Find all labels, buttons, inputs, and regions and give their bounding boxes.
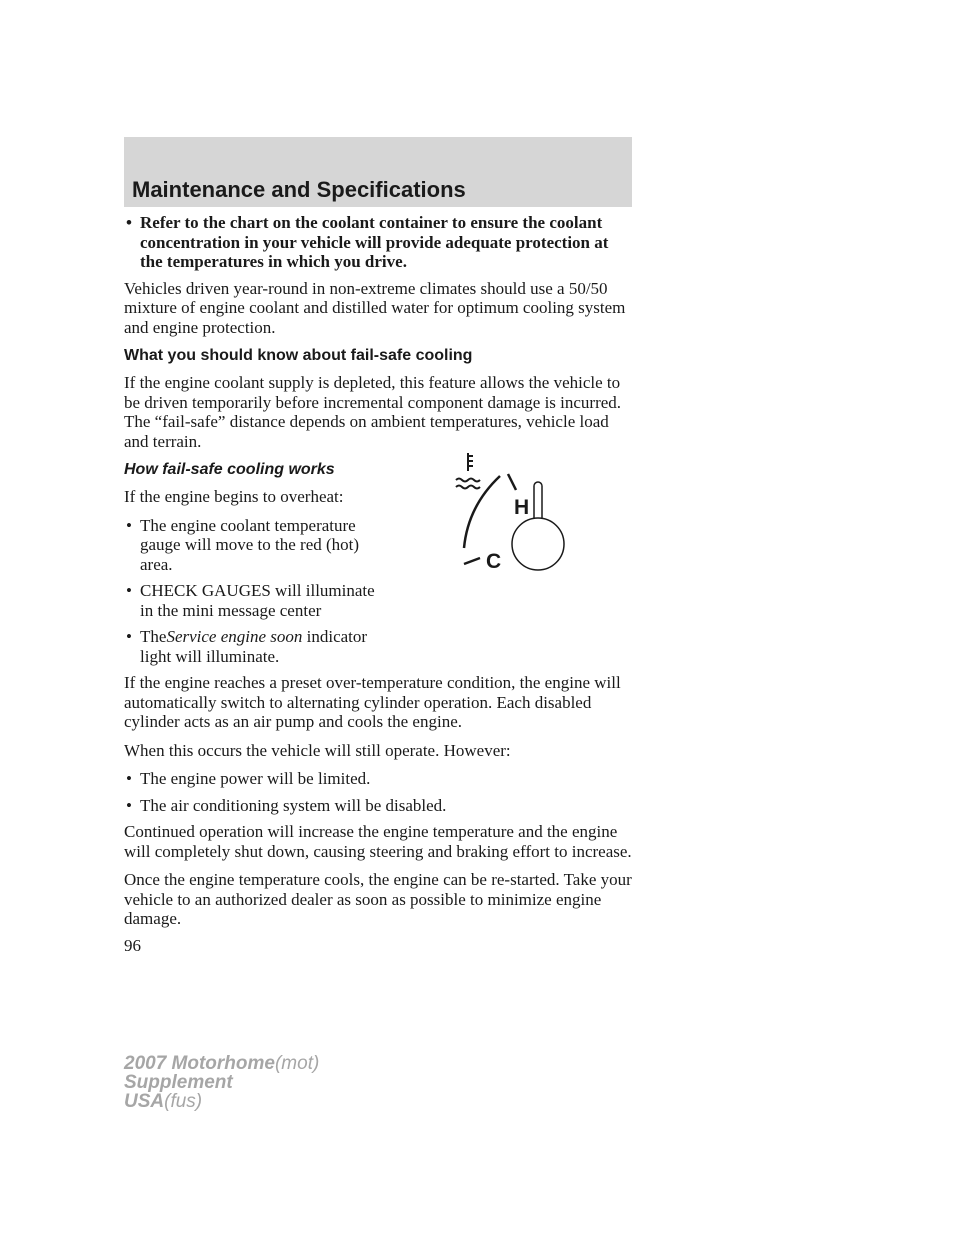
failsafe-paragraph: If the engine coolant supply is depleted, this feature allows the vehicle to be driven temporarily before incremental component damage is incurred. The “fail-safe” distance depends on ambient temperatures, vehicle load and terrain.	[124, 373, 622, 451]
coolant-chart-bullet	[124, 213, 634, 272]
section-title: Maintenance and Specifications	[132, 177, 466, 202]
footer-model-code: (mot)	[274, 1053, 320, 1074]
list-item-text: CHECK GAUGES will illuminate in the mini message center	[140, 581, 375, 620]
hot-tick	[508, 474, 516, 490]
cold-tick	[464, 558, 480, 564]
bullet-dot: •	[126, 515, 132, 535]
footer-market-code: (fus)	[164, 1091, 203, 1112]
service-prefix: The	[140, 627, 167, 646]
hot-label: H	[514, 496, 530, 519]
list-item	[124, 516, 392, 575]
preset-paragraph: If the engine reaches a preset over-temperature condition, the engine will automatically switch to alternating cylinder operation. Each disabled cylinder acts as an air pump and cools the engine.	[124, 673, 621, 731]
continued-paragraph: Continued operation will increase the engine temperature and the engine will completely shut down, causing steering and braking effort to increase.	[124, 822, 632, 861]
bullet-dot: •	[126, 581, 132, 600]
service-engine-soon-text: Service engine soon	[166, 627, 303, 646]
cold-label: C	[486, 550, 502, 573]
bullet-dot: •	[126, 627, 132, 646]
bullet-dot: •	[126, 769, 132, 788]
list-item	[124, 769, 634, 789]
document-footer	[124, 1054, 319, 1111]
list-item-text: The engine coolant temperature gauge will move to the red (hot) area.	[140, 515, 360, 574]
list-item	[124, 627, 392, 666]
occurs-paragraph: When this occurs the vehicle will still operate. However:	[124, 740, 511, 760]
bullet-dot: •	[126, 795, 132, 815]
how-it-works-heading: How fail-safe cooling works	[124, 461, 335, 478]
gauge-hub	[512, 518, 564, 570]
footer-line-3	[124, 1092, 319, 1111]
section-header	[124, 137, 632, 207]
coolant-temperature-icon	[456, 453, 480, 489]
overheat-list	[124, 516, 392, 667]
footer-line-1	[124, 1054, 319, 1073]
page-number: 96	[124, 936, 141, 955]
footer-market: USA	[124, 1091, 165, 1112]
list-item	[124, 581, 392, 620]
list-item	[124, 796, 634, 816]
failsafe-heading: What you should know about fail-safe cooling	[124, 347, 473, 364]
mixture-paragraph: Vehicles driven year-round in non-extreme climates should use a 50/50 mixture of engine coolant and distilled water for optimum cooling system and engine protection.	[124, 278, 626, 337]
footer-model: 2007 Motorhome	[124, 1053, 275, 1074]
list-item-text: The air conditioning system will be disabled.	[140, 795, 447, 815]
overheat-paragraph: If the engine begins to overheat:	[124, 487, 344, 506]
service-suffix: indicator light will illuminate.	[140, 627, 368, 666]
once-paragraph: Once the engine temperature cools, the engine can be re-started. Take your vehicle to an authorized dealer as soon as possible to minimize engine damage.	[124, 870, 632, 928]
footer-line-2: Supplement	[124, 1072, 233, 1093]
coolant-chart-text: Refer to the chart on the coolant container to ensure the coolant concentration in your vehicle will provide adequate protection at the temperatures in which you drive.	[140, 213, 609, 271]
bullet-dot: •	[126, 213, 132, 232]
coolant-temperature-gauge	[452, 448, 582, 588]
list-item-text: The engine power will be limited.	[140, 769, 371, 788]
